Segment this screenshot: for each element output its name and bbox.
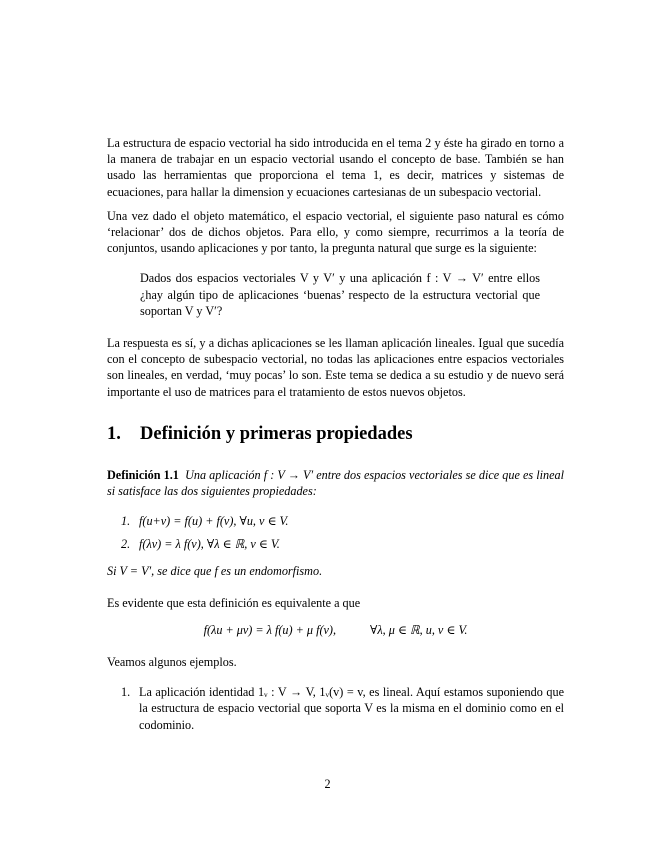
section-title: Definición y primeras propiedades <box>140 423 413 444</box>
examples-intro: Veamos algunos ejemplos. <box>107 655 237 670</box>
definition-text: Una aplicación f : V → V′ entre dos espacios vectoriales se dice que es lineal si satisface las dos siguientes propiedades: <box>107 467 564 499</box>
example-text: La aplicación identidad 1ᵥ : V → V, 1ᵥ(v) = v, es lineal. Aquí estamos suponiendo que la estructura de espacio vectorial que soporta V es la misma en el dominio como en el codominio. <box>139 685 564 732</box>
page-number: 2 <box>324 777 331 791</box>
property-text: f(u+v) = f(u) + f(v), ∀u, v ∈ V. <box>139 514 289 529</box>
question-quote: Dados dos espacios vectoriales V y V′ y una aplicación f : V → V′ entre ellos ¿hay algún tipo de aplicaciones ‘buenas’ respecto de la estructura vectorial que soportan V y V′? <box>140 271 540 318</box>
formula-right: ∀λ, μ ∈ ℝ, u, v ∈ V. <box>370 623 468 638</box>
property-label: 2. <box>121 537 131 552</box>
intro-paragraph-2: Una vez dado el objeto matemático, el espacio vectorial, el siguiente paso natural es cómo ‘relacionar’ dos de dichos objetos. Para ello, y como siempre, recurrimos a la teoría de conjuntos, usando aplicaciones y por tanto, la pregunta natural que surge es la siguiente: <box>107 208 564 256</box>
intro-paragraph-1: La estructura de espacio vectorial ha sido introducida en el tema 2 y éste ha girado en torno a la manera de trabajar en un espacio vectorial usando el concepto de base. También se han usado las herramientas que proporciona el tema 1, es decir, matrices y sistemas de ecuaciones, para hallar la dimension y ecuaciones cartesianas de un subespacio vectorial. <box>107 136 564 199</box>
example-item <box>121 684 564 733</box>
definition-block <box>107 467 564 499</box>
definition-properties <box>121 513 564 552</box>
section-number: 1. <box>107 423 121 444</box>
page-content <box>107 135 564 733</box>
examples-list <box>121 684 564 733</box>
definition-label: Definición 1.1 <box>107 467 179 482</box>
property-label: 1. <box>121 514 131 529</box>
intro-paragraph-3: La respuesta es sí, y a dichas aplicaciones se les llaman aplicación lineales. Igual que sucedía con el concepto de subespacio vectorial, no todas las aplicaciones entre espacios vectoriales son lineales, en verdad, ‘muy pocas’ lo son. Este tema se dedica a su estudio y de nuevo será importante el uso de matrices para el tratamiento de estos nuevos objetos. <box>107 336 564 399</box>
property-item <box>121 536 564 552</box>
linearity-formula <box>107 623 564 638</box>
section-heading <box>107 424 564 445</box>
property-text: f(λv) = λ f(v), ∀λ ∈ ℝ, v ∈ V. <box>139 537 280 552</box>
example-label: 1. <box>121 685 131 700</box>
property-item <box>121 513 564 529</box>
formula-left: f(λu + μv) = λ f(u) + μ f(v), <box>203 623 337 638</box>
endomorphism-remark: Si V = V′, se dice que f es un endomorfismo. <box>107 563 323 578</box>
equivalence-text: Es evidente que esta definición es equivalente a que <box>107 595 361 610</box>
